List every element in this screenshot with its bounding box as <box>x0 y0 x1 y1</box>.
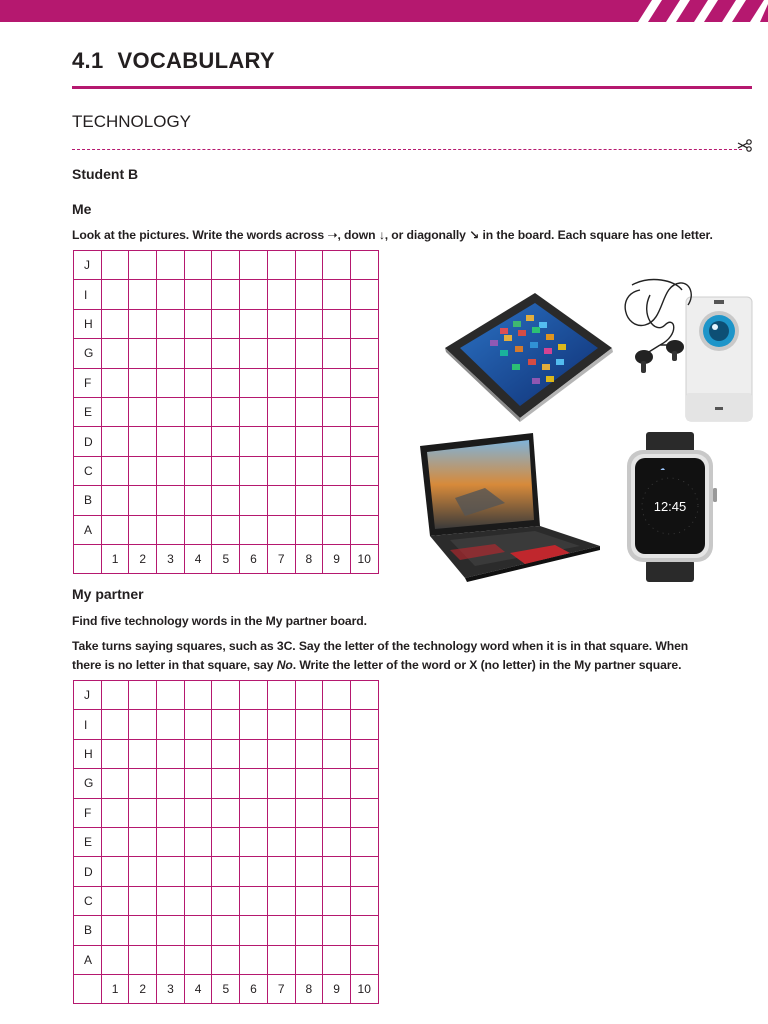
me-board-cell[interactable] <box>295 515 323 544</box>
partner-board-cell[interactable] <box>101 798 129 827</box>
partner-board-cell[interactable] <box>295 739 323 768</box>
partner-board-cell[interactable] <box>129 739 157 768</box>
partner-board-cell[interactable] <box>157 681 185 710</box>
me-board-cell[interactable] <box>295 486 323 515</box>
partner-board-cell[interactable] <box>129 769 157 798</box>
partner-board-cell[interactable] <box>184 886 212 915</box>
me-board-cell[interactable] <box>184 486 212 515</box>
me-board-column-label: 1 <box>101 544 129 573</box>
me-board-cell[interactable] <box>157 339 185 368</box>
partner-board-cell[interactable] <box>212 681 240 710</box>
me-board-row <box>74 280 379 309</box>
partner-board-cell[interactable] <box>350 886 378 915</box>
partner-board-row <box>74 886 379 915</box>
partner-board-cell[interactable] <box>157 739 185 768</box>
partner-board-cell[interactable] <box>129 916 157 945</box>
me-board-cell[interactable] <box>295 309 323 338</box>
me-board-cell[interactable] <box>184 368 212 397</box>
me-board-cell[interactable] <box>157 251 185 280</box>
partner-board-row-label: G <box>74 769 102 798</box>
partner-board-cell[interactable] <box>295 769 323 798</box>
title-divider <box>72 86 752 89</box>
me-board-cell[interactable] <box>212 309 240 338</box>
me-board-row <box>74 456 379 485</box>
partner-board-cell[interactable] <box>267 857 295 886</box>
partner-board-cell[interactable] <box>184 710 212 739</box>
partner-board-row <box>74 857 379 886</box>
me-board-cell[interactable] <box>323 309 351 338</box>
me-board-cell[interactable] <box>157 280 185 309</box>
me-board-cell[interactable] <box>350 397 378 426</box>
me-board-column-label: 9 <box>323 544 351 573</box>
partner-board-cell[interactable] <box>240 827 268 856</box>
partner-board-cell[interactable] <box>101 739 129 768</box>
partner-board-cell[interactable] <box>212 886 240 915</box>
partner-board-cell[interactable] <box>240 945 268 974</box>
partner-board-column-label: 8 <box>295 974 323 1003</box>
me-board-cell[interactable] <box>101 368 129 397</box>
svg-text:☁: ☁ <box>660 466 665 472</box>
partner-instruction-1: Find five technology words in the My partner board. <box>72 614 367 628</box>
partner-board-cell[interactable] <box>129 945 157 974</box>
me-board-cell[interactable] <box>295 456 323 485</box>
me-board-cell[interactable] <box>323 456 351 485</box>
earphones-icon <box>620 275 755 425</box>
me-board-cell[interactable] <box>157 486 185 515</box>
me-board-cell[interactable] <box>323 280 351 309</box>
me-board-cell[interactable] <box>267 280 295 309</box>
me-board-cell[interactable] <box>101 397 129 426</box>
me-board-cell[interactable] <box>184 456 212 485</box>
partner-board-cell[interactable] <box>240 739 268 768</box>
partner-board-row-label: B <box>74 916 102 945</box>
topic-heading: TECHNOLOGY <box>72 112 192 131</box>
partner-board-cell[interactable] <box>323 739 351 768</box>
me-board-cell[interactable] <box>212 427 240 456</box>
camera-icon <box>699 311 739 351</box>
laptop-icon <box>405 428 605 583</box>
partner-board-cell[interactable] <box>101 769 129 798</box>
me-board-cell[interactable] <box>212 368 240 397</box>
me-board-cell[interactable] <box>101 251 129 280</box>
me-board-cell[interactable] <box>212 280 240 309</box>
me-board-cell[interactable] <box>323 515 351 544</box>
me-board-cell[interactable] <box>295 339 323 368</box>
partner-board-cell[interactable] <box>101 886 129 915</box>
partner-board-cell[interactable] <box>184 916 212 945</box>
me-board-cell[interactable] <box>157 427 185 456</box>
me-instruction: Look at the pictures. Write the words across ➝, down ↓, or diagonally ↘ in the board. Each square has one letter. <box>72 228 713 242</box>
partner-board-cell[interactable] <box>295 916 323 945</box>
me-board-cell[interactable] <box>295 427 323 456</box>
partner-board-column-label: 9 <box>323 974 351 1003</box>
partner-board-cell[interactable] <box>295 945 323 974</box>
me-board-cell[interactable] <box>101 280 129 309</box>
me-board-cell[interactable] <box>212 397 240 426</box>
partner-board-row-label: D <box>74 857 102 886</box>
me-board-row-label: F <box>74 368 102 397</box>
partner-board-cell[interactable] <box>129 681 157 710</box>
partner-board-column-label: 2 <box>129 974 157 1003</box>
me-board-cell[interactable] <box>240 427 268 456</box>
me-board-cell[interactable] <box>295 368 323 397</box>
me-board <box>73 250 379 574</box>
partner-board-cell[interactable] <box>267 916 295 945</box>
me-board-cell[interactable] <box>267 251 295 280</box>
me-board-cell[interactable] <box>267 456 295 485</box>
me-board-cell[interactable] <box>184 280 212 309</box>
partner-board-cell[interactable] <box>184 798 212 827</box>
me-board-cell[interactable] <box>267 368 295 397</box>
me-board-cell[interactable] <box>350 486 378 515</box>
partner-board-column-label: 1 <box>101 974 129 1003</box>
me-board-cell[interactable] <box>350 309 378 338</box>
partner-instruction-3a: there is no letter in that square, say <box>72 658 277 672</box>
smartwatch-icon <box>620 432 720 582</box>
partner-board-cell[interactable] <box>212 710 240 739</box>
me-board-cell[interactable] <box>240 339 268 368</box>
partner-board-cell[interactable] <box>157 916 185 945</box>
partner-board-cell[interactable] <box>101 857 129 886</box>
partner-board-row-label: E <box>74 827 102 856</box>
partner-board-cell[interactable] <box>295 857 323 886</box>
me-board-cell[interactable] <box>129 456 157 485</box>
me-board-cell[interactable] <box>350 368 378 397</box>
me-board-cell[interactable] <box>129 251 157 280</box>
me-board-cell[interactable] <box>157 456 185 485</box>
section-title-text: VOCABULARY <box>117 48 275 73</box>
partner-heading: My partner <box>72 586 144 602</box>
me-board-cell[interactable] <box>101 339 129 368</box>
me-board-cell[interactable] <box>212 486 240 515</box>
me-board-column-label: 5 <box>212 544 240 573</box>
me-board-cell[interactable] <box>157 515 185 544</box>
partner-board-cell[interactable] <box>212 769 240 798</box>
partner-board-row-label: C <box>74 886 102 915</box>
partner-board-cell[interactable] <box>350 681 378 710</box>
me-board-row <box>74 251 379 280</box>
partner-board-cell[interactable] <box>295 798 323 827</box>
me-board-row-label: H <box>74 309 102 338</box>
partner-board-row <box>74 739 379 768</box>
me-board-cell[interactable] <box>267 339 295 368</box>
partner-board-cell[interactable] <box>129 710 157 739</box>
partner-board-cell[interactable] <box>129 798 157 827</box>
me-board-row-label: G <box>74 339 102 368</box>
me-board-cell[interactable] <box>267 309 295 338</box>
me-board-cell[interactable] <box>184 427 212 456</box>
me-board-cell[interactable] <box>129 309 157 338</box>
partner-board-cell[interactable] <box>129 827 157 856</box>
me-board-cell[interactable] <box>350 251 378 280</box>
partner-board-cell[interactable] <box>267 769 295 798</box>
partner-board-column-label: 4 <box>184 974 212 1003</box>
partner-board-cell[interactable] <box>350 916 378 945</box>
partner-board-cell[interactable] <box>212 827 240 856</box>
me-board-cell[interactable] <box>101 427 129 456</box>
me-board-cell[interactable] <box>350 456 378 485</box>
partner-board-cell[interactable] <box>350 739 378 768</box>
partner-board-cell[interactable] <box>129 857 157 886</box>
me-board-row-label: J <box>74 251 102 280</box>
partner-board-column-label: 5 <box>212 974 240 1003</box>
partner-board-row <box>74 827 379 856</box>
me-board-row-label: C <box>74 456 102 485</box>
partner-board-cell[interactable] <box>101 710 129 739</box>
partner-board-cell[interactable] <box>240 710 268 739</box>
me-board-cell[interactable] <box>129 515 157 544</box>
diagonal-stripes-decoration <box>628 0 768 22</box>
me-board-cell[interactable] <box>240 486 268 515</box>
partner-board-cell[interactable] <box>240 769 268 798</box>
me-board-column-label: 6 <box>240 544 268 573</box>
partner-board-cell[interactable] <box>157 886 185 915</box>
me-board-cell[interactable] <box>101 456 129 485</box>
partner-board-cell[interactable] <box>101 945 129 974</box>
partner-instruction-3c: . Write the letter of the word or X (no letter) in the My partner square. <box>292 658 682 672</box>
me-board-cell[interactable] <box>212 339 240 368</box>
partner-board-column-label: 10 <box>350 974 378 1003</box>
partner-board-cell[interactable] <box>157 945 185 974</box>
me-board-cell[interactable] <box>267 397 295 426</box>
partner-board-cell[interactable] <box>157 857 185 886</box>
partner-board-cell[interactable] <box>350 798 378 827</box>
me-heading: Me <box>72 201 92 217</box>
me-board-corner-cell <box>74 544 102 573</box>
me-board-cell[interactable] <box>212 515 240 544</box>
me-board-cell[interactable] <box>240 309 268 338</box>
partner-board-cell[interactable] <box>295 886 323 915</box>
me-board-cell[interactable] <box>350 515 378 544</box>
partner-board-row-label: H <box>74 739 102 768</box>
me-board-cell[interactable] <box>184 515 212 544</box>
me-board-cell[interactable] <box>157 309 185 338</box>
me-board-cell[interactable] <box>267 486 295 515</box>
me-board-column-label: 3 <box>157 544 185 573</box>
me-board-cell[interactable] <box>157 368 185 397</box>
me-board-cell[interactable] <box>295 251 323 280</box>
me-board-cell[interactable] <box>323 251 351 280</box>
me-board-column-label: 10 <box>350 544 378 573</box>
partner-board-cell[interactable] <box>267 710 295 739</box>
me-board-cell[interactable] <box>240 251 268 280</box>
me-board-cell[interactable] <box>101 515 129 544</box>
partner-board-cell[interactable] <box>323 945 351 974</box>
partner-board-cell[interactable] <box>323 916 351 945</box>
partner-board-cell[interactable] <box>240 916 268 945</box>
me-board-cell[interactable] <box>240 280 268 309</box>
me-board-column-label: 8 <box>295 544 323 573</box>
me-board-cell[interactable] <box>184 251 212 280</box>
partner-board-cell[interactable] <box>267 798 295 827</box>
me-board-column-label: 4 <box>184 544 212 573</box>
partner-board-column-label: 7 <box>267 974 295 1003</box>
me-board-row-label: A <box>74 515 102 544</box>
me-board-cell[interactable] <box>295 280 323 309</box>
scissors-icon <box>737 138 753 152</box>
partner-board-row-label: F <box>74 798 102 827</box>
partner-board-cell[interactable] <box>240 798 268 827</box>
me-board-cell[interactable] <box>101 486 129 515</box>
me-board-cell[interactable] <box>129 397 157 426</box>
partner-board-cell[interactable] <box>323 886 351 915</box>
partner-board-cell[interactable] <box>295 710 323 739</box>
me-board-cell[interactable] <box>267 515 295 544</box>
partner-board-cell[interactable] <box>350 827 378 856</box>
partner-board-row <box>74 945 379 974</box>
page-title <box>72 48 275 74</box>
me-board-cell[interactable] <box>240 515 268 544</box>
partner-board-cell[interactable] <box>184 769 212 798</box>
partner-board-cell[interactable] <box>323 798 351 827</box>
partner-board-cell[interactable] <box>157 798 185 827</box>
me-board-cell[interactable] <box>212 456 240 485</box>
watch-time: 12:45 <box>653 499 687 514</box>
partner-instruction-3b: No <box>276 658 293 672</box>
partner-board-cell[interactable] <box>184 945 212 974</box>
me-board-cell[interactable] <box>129 427 157 456</box>
partner-board-cell[interactable] <box>323 769 351 798</box>
partner-board-cell[interactable] <box>184 827 212 856</box>
me-board-cell[interactable] <box>212 251 240 280</box>
me-board-row-label: E <box>74 397 102 426</box>
me-board-column-numbers <box>74 544 379 573</box>
student-label: Student B <box>72 166 139 182</box>
partner-board-column-label: 3 <box>157 974 185 1003</box>
tablet-icon <box>440 288 615 423</box>
partner-board-cell[interactable] <box>350 710 378 739</box>
top-banner <box>0 0 768 22</box>
partner-board-cell[interactable] <box>212 857 240 886</box>
partner-board-cell[interactable] <box>240 681 268 710</box>
partner-board-cell[interactable] <box>157 710 185 739</box>
partner-board-cell[interactable] <box>212 945 240 974</box>
partner-board-row-label: I <box>74 710 102 739</box>
me-board-cell[interactable] <box>350 427 378 456</box>
me-board-cell[interactable] <box>129 280 157 309</box>
me-board-row <box>74 427 379 456</box>
me-board-row-label: I <box>74 280 102 309</box>
me-board-cell[interactable] <box>350 280 378 309</box>
me-board-cell[interactable] <box>157 397 185 426</box>
me-board-cell[interactable] <box>240 456 268 485</box>
partner-board-cell[interactable] <box>350 857 378 886</box>
partner-board-row <box>74 681 379 710</box>
me-board-row <box>74 309 379 338</box>
partner-board-cell[interactable] <box>184 681 212 710</box>
partner-instruction-3 <box>72 658 681 672</box>
partner-board-column-label: 6 <box>240 974 268 1003</box>
partner-board-row <box>74 916 379 945</box>
me-board-cell[interactable] <box>129 339 157 368</box>
me-board-cell[interactable] <box>240 397 268 426</box>
partner-board-cell[interactable] <box>295 827 323 856</box>
partner-board-cell[interactable] <box>267 827 295 856</box>
partner-board-cell[interactable] <box>157 827 185 856</box>
partner-board-cell[interactable] <box>101 916 129 945</box>
me-board-cell[interactable] <box>184 339 212 368</box>
me-board-cell[interactable] <box>267 427 295 456</box>
partner-board-cell[interactable] <box>267 739 295 768</box>
partner-board-cell[interactable] <box>212 916 240 945</box>
me-board-row <box>74 486 379 515</box>
partner-board-cell[interactable] <box>323 710 351 739</box>
me-board-row <box>74 339 379 368</box>
me-board-row <box>74 397 379 426</box>
me-board-cell[interactable] <box>129 368 157 397</box>
partner-board <box>73 680 379 1004</box>
me-board-cell[interactable] <box>323 339 351 368</box>
partner-board-row <box>74 798 379 827</box>
partner-board-cell[interactable] <box>184 739 212 768</box>
partner-board-cell[interactable] <box>295 681 323 710</box>
partner-board-cell[interactable] <box>240 886 268 915</box>
section-number: 4.1 <box>72 48 104 73</box>
partner-board-cell[interactable] <box>129 886 157 915</box>
partner-board-cell[interactable] <box>157 769 185 798</box>
partner-board-cell[interactable] <box>212 798 240 827</box>
me-board-cell[interactable] <box>323 368 351 397</box>
partner-board-cell[interactable] <box>240 857 268 886</box>
me-board-cell[interactable] <box>184 309 212 338</box>
me-board-cell[interactable] <box>323 427 351 456</box>
partner-board-cell[interactable] <box>323 857 351 886</box>
partner-board-cell[interactable] <box>323 681 351 710</box>
me-board-row <box>74 368 379 397</box>
me-board-column-label: 7 <box>267 544 295 573</box>
partner-board-cell[interactable] <box>101 681 129 710</box>
me-board-cell[interactable] <box>240 368 268 397</box>
me-board-cell[interactable] <box>101 309 129 338</box>
partner-board-cell[interactable] <box>267 681 295 710</box>
partner-board-cell[interactable] <box>101 827 129 856</box>
me-board-column-label: 2 <box>129 544 157 573</box>
partner-board-row <box>74 769 379 798</box>
me-board-cell[interactable] <box>323 397 351 426</box>
partner-board-cell[interactable] <box>267 945 295 974</box>
partner-board-corner-cell <box>74 974 102 1003</box>
me-board-cell[interactable] <box>184 397 212 426</box>
partner-board-cell[interactable] <box>212 739 240 768</box>
me-board-cell[interactable] <box>323 486 351 515</box>
partner-board-row-label: J <box>74 681 102 710</box>
me-board-row <box>74 515 379 544</box>
me-board-cell[interactable] <box>350 339 378 368</box>
partner-board-column-numbers <box>74 974 379 1003</box>
partner-board-cell[interactable] <box>184 857 212 886</box>
partner-instruction-2: Take turns saying squares, such as 3C. Say the letter of the technology word when it is in that square. When <box>72 639 689 653</box>
cut-line <box>72 149 742 150</box>
partner-board-cell[interactable] <box>350 769 378 798</box>
partner-board-row <box>74 710 379 739</box>
partner-board-row-label: A <box>74 945 102 974</box>
me-board-row-label: D <box>74 427 102 456</box>
me-board-cell[interactable] <box>295 397 323 426</box>
me-board-cell[interactable] <box>129 486 157 515</box>
me-board-row-label: B <box>74 486 102 515</box>
partner-board-cell[interactable] <box>323 827 351 856</box>
partner-board-cell[interactable] <box>350 945 378 974</box>
partner-board-cell[interactable] <box>267 886 295 915</box>
